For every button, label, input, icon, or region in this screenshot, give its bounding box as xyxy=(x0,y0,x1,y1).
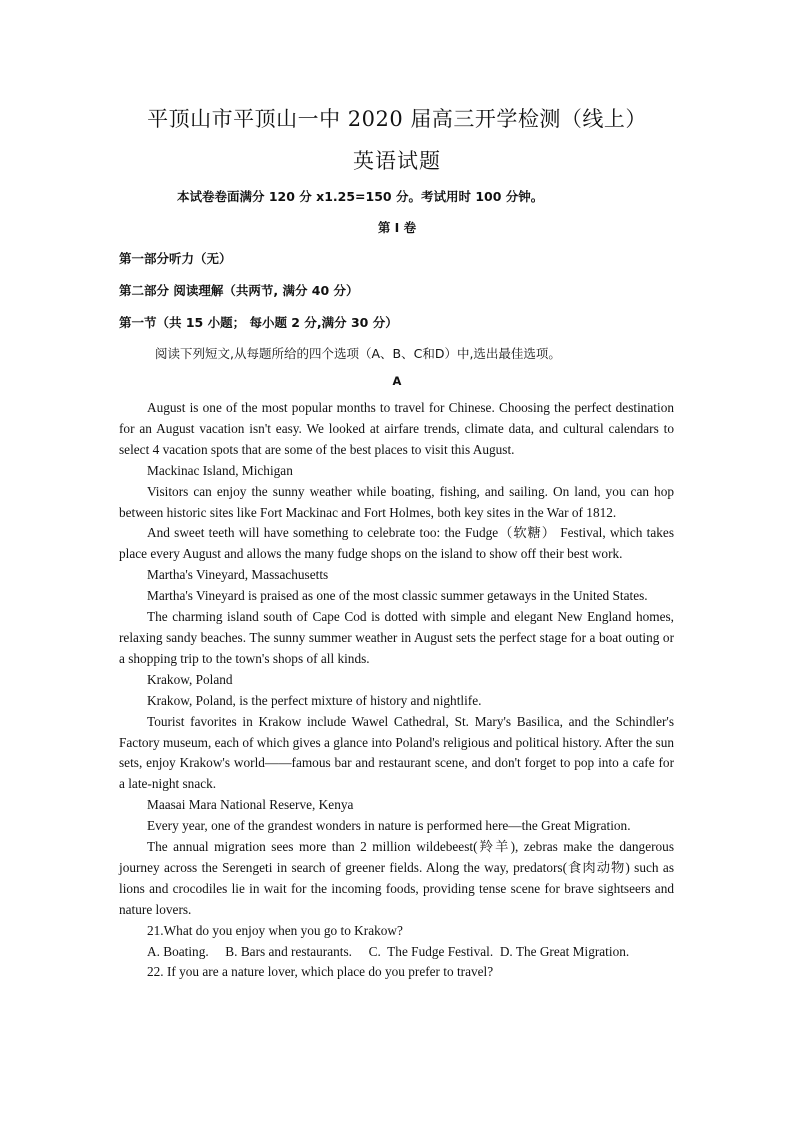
part2-heading: 第二部分 阅读理解（共两节, 满分 40 分） xyxy=(119,283,359,298)
passage-paragraph: The charming island south of Cape Cod is dotted with simple and elegant New England homes, relaxing sandy beaches. The sunny summer weather in August sets the perfect stage for a boat outing or a shopping trip to the town's shops of all kinds. xyxy=(119,609,674,666)
place-heading: Maasai Mara National Reserve, Kenya xyxy=(147,797,354,813)
passage-paragraph: Martha's Vineyard is praised as one of the most classic summer getaways in the United States. xyxy=(147,588,648,604)
question-options: A. Boating. B. Bars and restaurants. C. The Fudge Festival. D. The Great Migration. xyxy=(147,943,630,959)
section1-heading: 第一节（共 15 小题； 每小题 2 分,满分 30 分） xyxy=(119,315,398,330)
passage-paragraph: Tourist favorites in Krakow include Wawel Cathedral, St. Mary's Basilica, and the Schindler's Factory museum, each of which gives a glance into Poland's religious and political history. After the sun sets, enjoy Krakow's world——famous bar and restaurant scene, and don't forget to pop into a cafe for a late-night snack. xyxy=(119,713,674,792)
reading-instruction: 阅读下列短文,从每题所给的四个选项（A、B、C和D）中,选出最佳选项。 xyxy=(155,346,561,361)
passage-body xyxy=(119,398,674,983)
passage-paragraph: Krakow, Poland, is the perfect mixture of history and nightlife. xyxy=(147,692,482,708)
passage-label: A xyxy=(392,374,402,388)
question-stem: 21.What do you enjoy when you go to Krakow? xyxy=(147,922,403,938)
volume-label: 第 I 卷 xyxy=(377,220,417,235)
passage-paragraph: The annual migration sees more than 2 million wildebeest(羚羊), zebras make the dangerous journey across the Serengeti in search of greener fields. Along the way, predators(食肉动物) such as lions and crocodiles lie in wait for the incoming foods, providing tense scene for brave sightseers and nature lovers. xyxy=(119,839,674,917)
exam-note: 本试卷卷面满分 120 分 x1.25=150 分。考试用时 100 分钟。 xyxy=(177,189,544,204)
place-heading: Krakow, Poland xyxy=(147,671,233,687)
exam-subject-title: 英语试题 xyxy=(353,149,441,173)
exam-title: 平顶山市平顶山一中 2020 届高三开学检测（线上） xyxy=(147,107,647,131)
place-heading: Mackinac Island, Michigan xyxy=(147,462,293,478)
passage-paragraph: August is one of the most popular months to travel for Chinese. Choosing the perfect destination for an August vacation isn't easy. We looked at airfare trends, climate data, and cultural calendars to select 4 vacation spots that are some of the best places to visit this August. xyxy=(119,400,674,457)
passage-paragraph: Every year, one of the grandest wonders in nature is performed here—the Great Migration. xyxy=(147,818,631,834)
passage-paragraph: And sweet teeth will have something to celebrate too: the Fudge（软糖） Festival, which takes place every August and allows the many fudge shops on the island to show off their best work. xyxy=(119,525,674,562)
question-stem: 22. If you are a nature lover, which place do you prefer to travel? xyxy=(147,964,494,980)
passage-paragraph: Visitors can enjoy the sunny weather while boating, fishing, and sailing. On land, you can hop between historic sites like Fort Mackinac and Fort Holmes, both key sites in the War of 1812. xyxy=(119,483,674,520)
part1-heading: 第一部分听力（无） xyxy=(119,251,232,266)
place-heading: Martha's Vineyard, Massachusetts xyxy=(147,567,329,583)
